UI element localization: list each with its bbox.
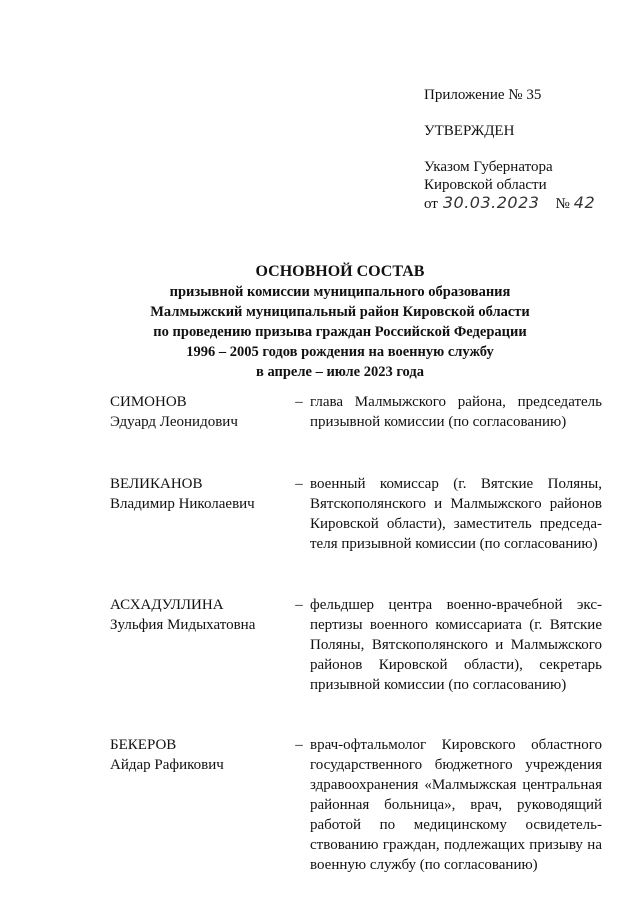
member-surname: ВЕЛИКАНОВ: [110, 476, 203, 492]
title-line-4: 1996 – 2005 годов рождения на военную службу: [186, 344, 494, 360]
member-role: военный комиссар (г. Вятские Поляны, Вятскополянского и Малмыжского районов Кировской области), заместитель председателя призывной комиссии (по согласованию): [310, 476, 602, 552]
member-name: [110, 595, 288, 695]
member-role: фельдшер центра военно-врачебной экспертизы военного комиссариата (г. Вятские Поляны, Вятскополянского и Малмыжского районов Кировской области), секретарь призывной комиссии (по согласованию): [310, 597, 602, 693]
appendix-number: Приложение № 35: [424, 87, 542, 103]
member-role: врач-офтальмолог Кировского областного государственного бюджетного учреждения здравоохранения «Малмыжская центральная районная больница», врач, руководящий работой по медицинскому освидетельствованию граждан, подлежащих призыву на военную службу (по согласованию): [310, 737, 602, 873]
number-prefix: №: [555, 196, 570, 212]
decree-line-2: Кировской области: [424, 177, 547, 193]
member-name: [110, 392, 288, 432]
member-dash: –: [295, 476, 303, 492]
member-dash: –: [295, 737, 303, 753]
date-prefix: от: [424, 196, 438, 212]
approval-block: [424, 86, 624, 213]
member-entry: [110, 474, 602, 554]
title-line-5: в апреле – июле 2023 года: [256, 364, 424, 380]
decree-line-1: Указом Губернатора: [424, 159, 553, 175]
member-entry: [110, 595, 602, 695]
member-given-name: Эдуард Леонидович: [110, 414, 238, 430]
member-name: [110, 735, 288, 875]
handwritten-date: 30.03.2023: [442, 193, 540, 212]
title-main: ОСНОВНОЙ СОСТАВ: [255, 263, 425, 280]
document-title: [80, 262, 600, 382]
member-role: глава Малмыжского района, председатель призывной комиссии (по согласованию): [310, 394, 602, 430]
decree-date-number: [424, 194, 624, 213]
member-given-name: Владимир Николаевич: [110, 496, 255, 512]
member-surname: АСХАДУЛЛИНА: [110, 597, 224, 613]
member-surname: СИМОНОВ: [110, 394, 187, 410]
member-surname: БЕКЕРОВ: [110, 737, 177, 753]
title-line-1: призывной комиссии муниципального образования: [169, 284, 511, 300]
member-entry: [110, 735, 602, 875]
member-given-name: Айдар Рафикович: [110, 757, 224, 773]
title-line-2: Малмыжский муниципальный район Кировской области: [150, 304, 530, 320]
commission-members-list: [110, 392, 602, 875]
member-dash: –: [295, 394, 303, 410]
member-given-name: Зульфия Мидыхатовна: [110, 617, 256, 633]
member-dash: –: [295, 597, 303, 613]
handwritten-number: 42: [573, 193, 596, 212]
member-entry: [110, 392, 602, 432]
title-line-3: по проведению призыва граждан Российской Федерации: [153, 324, 527, 340]
member-name: [110, 474, 288, 554]
approved-stamp-text: УТВЕРЖДЕН: [424, 123, 515, 139]
